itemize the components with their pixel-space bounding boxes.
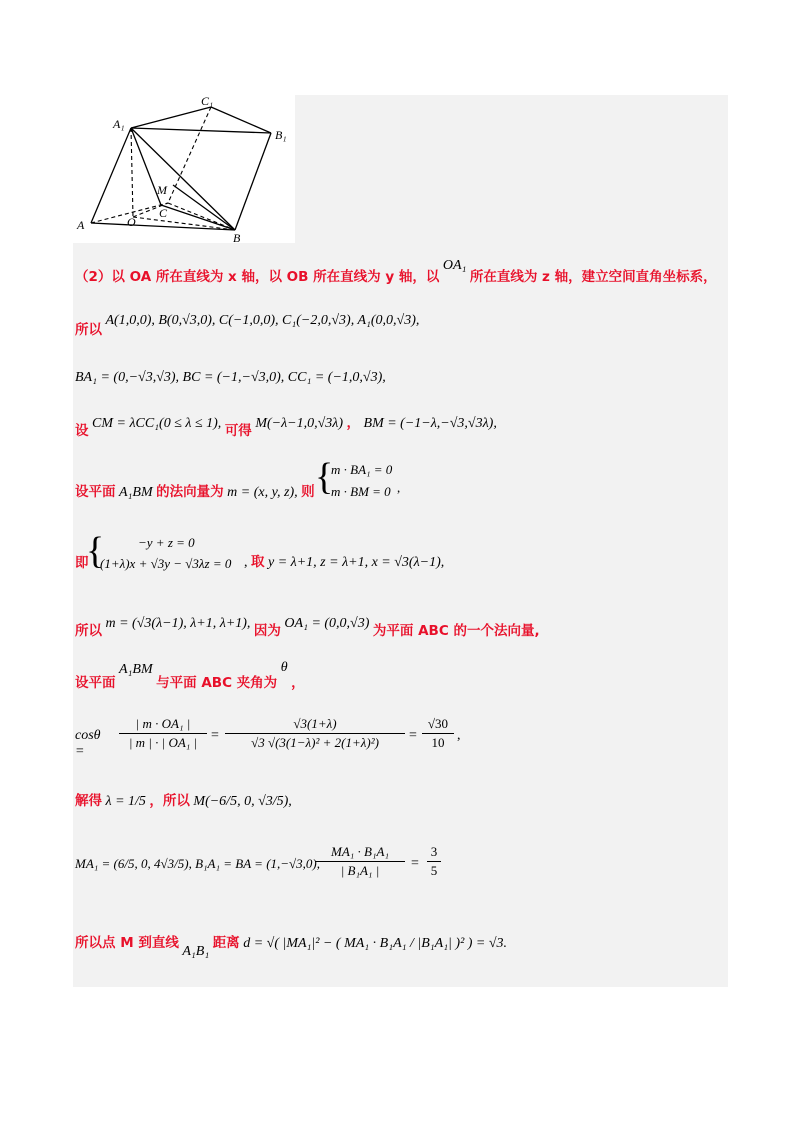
system-1-eq-2: m · BM = 0: [331, 484, 391, 499]
label-c: C: [159, 206, 168, 220]
label-o: O: [127, 215, 136, 229]
label-c1: C₁: [201, 95, 214, 108]
solution-line-4: 设 CM = λCC₁(0 ≤ λ ≤ 1), 可得 M(−λ−1,0,√3λ) ， BM = (−1−λ,−√3,√3λ),: [75, 415, 497, 439]
label-a1: A₁: [113, 117, 125, 131]
system-brace-1: {: [315, 456, 334, 498]
fraction-5: 3 5: [427, 844, 441, 879]
system-brace-2: {: [86, 530, 105, 572]
solution-line-3: BA₁ = (0,−√3,√3), BC = (−1,−√3,0), CC₁ = (−1,0,√3),: [75, 370, 386, 385]
solution-line-5: 设平面 A₁BM 的法向量为 m = (x, y, z), 则: [75, 484, 315, 500]
solution-line-2: 所以 A(1,0,0), B(0,√3,0), C(−1,0,0), C₁(−2,0,√3), A₁(0,0,√3),: [75, 313, 420, 338]
label-m: M: [157, 183, 167, 197]
system-1-eq-1: m · BA₁ = 0: [331, 462, 393, 477]
solution-line-10: 解得 λ = 1/5 ，所以 M(−6/5, 0, √3/5),: [75, 793, 292, 809]
solution-line-12: 所以点 M 到直线 A₁B₁ 距离 d = √( |MA₁|² − ( MA₁ · B₁A₁ / |B₁A₁| )² ) = √3.: [75, 935, 508, 959]
solution-line-8: 设平面 A₁BM 与平面 ABC 夹角为 θ ，: [75, 660, 305, 691]
solution-line-6: , 取 y = λ+1, z = λ+1, x = √3(λ−1),: [244, 554, 445, 570]
solution-line-1: （2）以 OA 所在直线为 x 轴，以 OB 所在直线为 y 轴，以 OA₁ 所在直线为 z 轴，建立空间直角坐标系，: [75, 258, 717, 285]
system-2-eq-2: (1+λ)x + √3y − √3λz = 0: [100, 556, 232, 571]
fraction-2: √3(1+λ) √3 √(3(1−λ)² + 2(1+λ)²): [225, 716, 405, 751]
fraction-3: √30 10: [422, 716, 454, 751]
fraction-4: MA₁ · B₁A₁ | B₁A₁ |: [315, 844, 405, 879]
prism-diagram: [73, 95, 295, 243]
label-b1: B₁: [275, 128, 287, 142]
system-1-tail: ,: [397, 480, 401, 495]
label-a: A: [77, 218, 85, 232]
system-2-eq-1: −y + z = 0: [138, 535, 195, 550]
solution-line-6-prefix: 即: [75, 555, 89, 571]
label-b: B: [233, 231, 241, 243]
fraction-1: | m · OA₁ | | m | · | OA₁ |: [119, 716, 207, 751]
prism-figure: [73, 95, 295, 243]
solution-line-7: 所以 m = (√3(λ−1), λ+1, λ+1), 因为 OA₁ = (0,0,√3) 为平面 ABC 的一个法向量,: [75, 616, 540, 639]
